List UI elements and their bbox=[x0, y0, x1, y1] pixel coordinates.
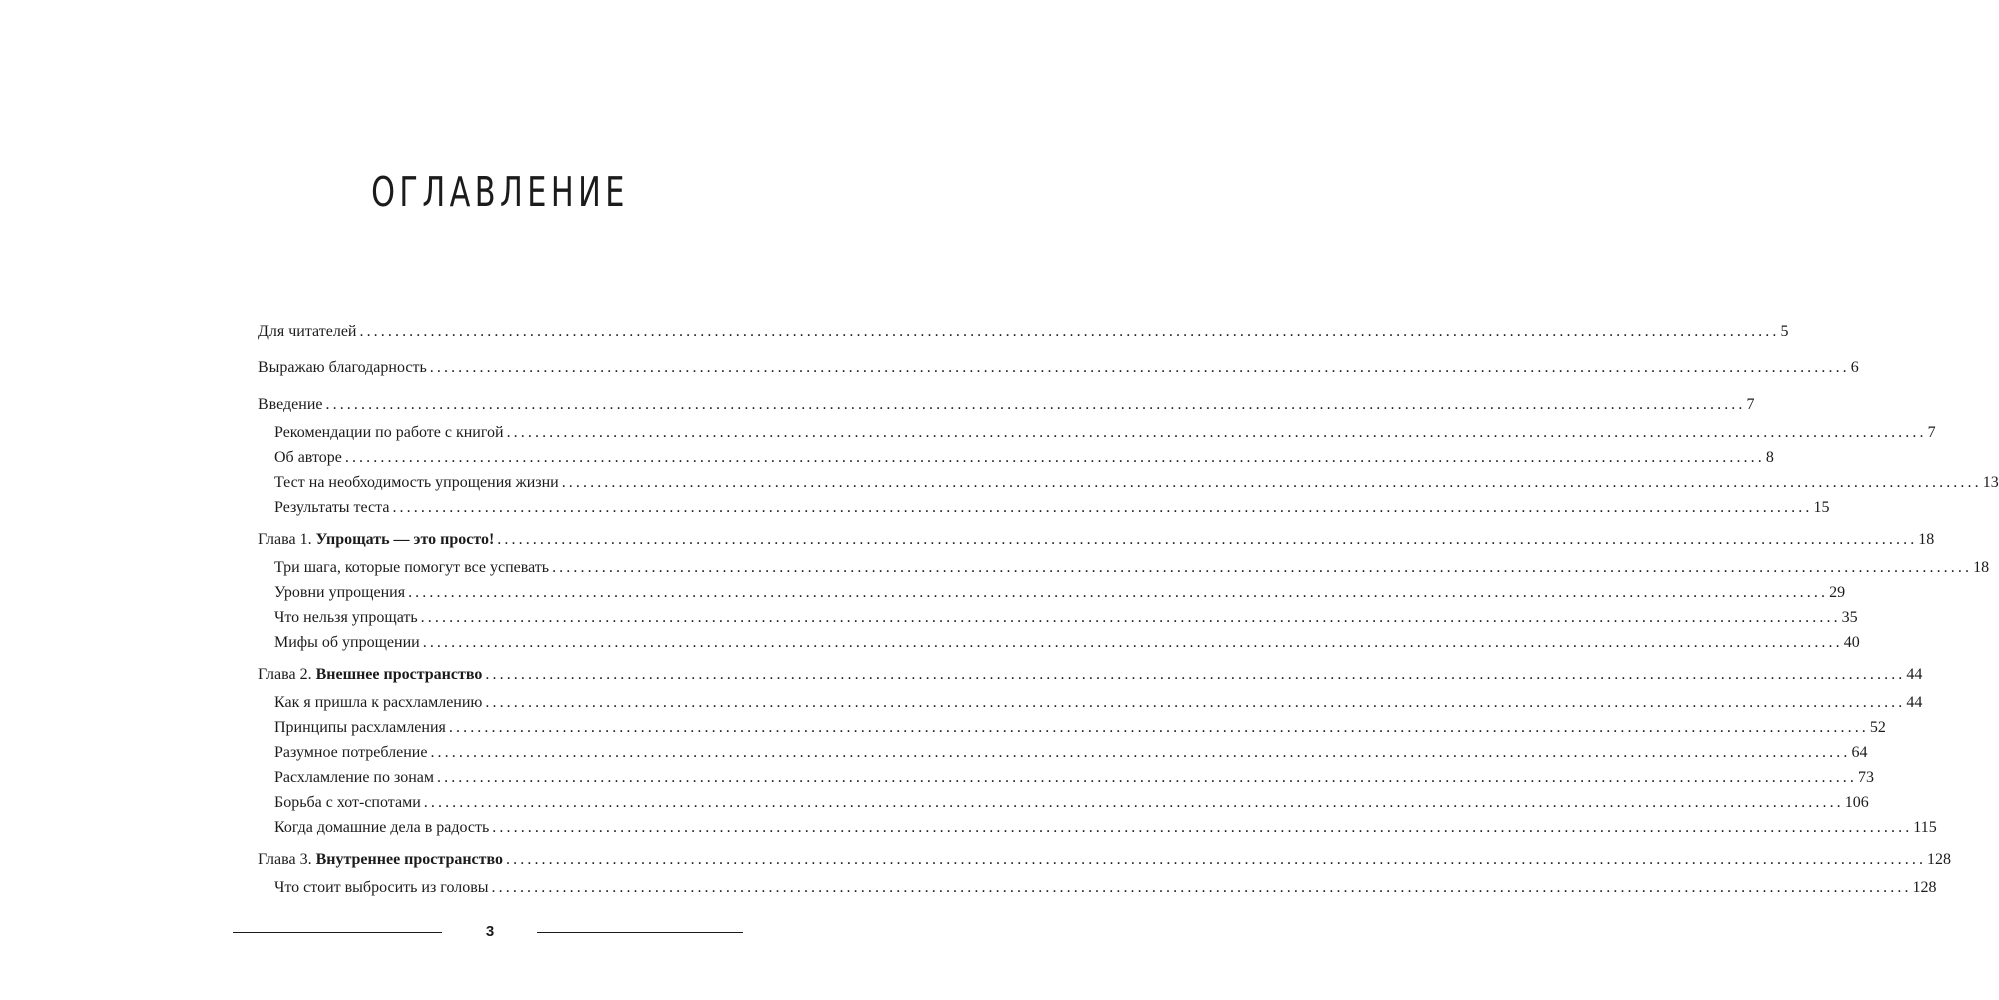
toc-subentry bbox=[274, 789, 1869, 813]
entry-title: Как я пришла к расхламлению bbox=[274, 694, 483, 711]
page-number: 3 bbox=[485, 923, 495, 940]
toc-page-number: 52 bbox=[1869, 719, 1886, 736]
toc-subentry bbox=[274, 469, 1999, 493]
toc-entry-title bbox=[274, 818, 489, 838]
toc-entry-title bbox=[258, 850, 503, 870]
toc-page-number: 15 bbox=[1813, 499, 1830, 516]
dot-leader: ........................................................................................................................................................................................................ bbox=[552, 559, 1973, 576]
toc-page-number: 64 bbox=[1851, 744, 1868, 761]
dot-leader: ........................................................................................................................................................................................................ bbox=[448, 719, 1869, 736]
entry-title: Рекомендации по работе с книгой bbox=[274, 424, 504, 441]
toc-subentry bbox=[274, 444, 1774, 468]
entry-title: Разумное потребление bbox=[274, 744, 428, 761]
toc-subentry bbox=[274, 764, 1874, 788]
entry-title: Уровни упрощения bbox=[274, 584, 406, 601]
entry-title: Что нельзя упрощать bbox=[274, 609, 418, 626]
dot-leader: ........................................................................................................................................................................................................ bbox=[423, 794, 1844, 811]
toc-subentry bbox=[274, 554, 1990, 578]
chapter-title: Внутреннее пространство bbox=[315, 851, 504, 868]
toc-page-number: 6 bbox=[1850, 359, 1859, 376]
toc-entry bbox=[258, 526, 1935, 550]
toc-entry-title bbox=[274, 473, 559, 493]
toc-entry-title bbox=[274, 768, 434, 788]
dot-leader: ........................................................................................................................................................................................................ bbox=[429, 359, 1850, 376]
dot-leader: ........................................................................................................................................................................................................ bbox=[344, 449, 1765, 466]
toc-entry-title bbox=[274, 423, 504, 443]
toc-entry-title bbox=[258, 358, 427, 378]
toc-entry-title bbox=[258, 322, 356, 342]
toc-subentry bbox=[274, 419, 1936, 443]
dot-leader: ........................................................................................................................................................................................................ bbox=[325, 396, 1746, 413]
toc-subentry bbox=[274, 714, 1886, 738]
toc-entry-title bbox=[274, 448, 342, 468]
entry-title: Введение bbox=[258, 396, 323, 413]
toc-page-number: 128 bbox=[1912, 879, 1937, 896]
toc-page-number: 73 bbox=[1858, 769, 1874, 786]
toc-page-number: 5 bbox=[1780, 323, 1789, 340]
dot-leader: ........................................................................................................................................................................................................ bbox=[437, 769, 1857, 786]
entry-title: Расхламление по зонам bbox=[274, 769, 434, 786]
toc-subentry bbox=[274, 814, 1937, 838]
dot-leader: ........................................................................................................................................................................................................ bbox=[497, 531, 1918, 548]
toc-entry-title bbox=[274, 608, 418, 628]
toc-page-number: 44 bbox=[1906, 666, 1923, 683]
toc-entry-title bbox=[258, 395, 323, 415]
dot-leader: ........................................................................................................................................................................................................ bbox=[561, 474, 1982, 491]
entry-title: Мифы об упрощении bbox=[274, 634, 420, 651]
toc-page-number: 7 bbox=[1927, 424, 1936, 441]
toc-subentry bbox=[274, 874, 1937, 898]
toc-page-number: 8 bbox=[1765, 449, 1774, 466]
toc-entry-title bbox=[274, 743, 427, 763]
toc-entry-title bbox=[274, 583, 405, 603]
toc-subentry bbox=[274, 579, 1846, 603]
chapter-label: Глава 3. bbox=[258, 851, 316, 868]
dot-leader: ........................................................................................................................................................................................................ bbox=[359, 323, 1780, 340]
dot-leader: ........................................................................................................................................................................................................ bbox=[485, 666, 1906, 683]
entry-title: Выражаю благодарность bbox=[258, 359, 427, 376]
footer-rule-right bbox=[537, 932, 743, 933]
dot-leader: ........................................................................................................................................................................................................ bbox=[506, 851, 1927, 868]
entry-title: Тест на необходимость упрощения жизни bbox=[274, 474, 559, 491]
toc-page-number: 13 bbox=[1982, 474, 1999, 491]
toc-entry-title bbox=[274, 558, 549, 578]
toc-subentry bbox=[274, 629, 1860, 653]
footer-rule-left bbox=[233, 932, 442, 933]
dot-leader: ........................................................................................................................................................................................................ bbox=[492, 819, 1913, 836]
chapter-title: Упрощать — это просто! bbox=[315, 531, 495, 548]
entry-title: Результаты теста bbox=[274, 499, 390, 516]
toc-page-number: 29 bbox=[1829, 584, 1846, 601]
toc-subentry bbox=[274, 604, 1858, 628]
chapter-label: Глава 1. bbox=[258, 531, 316, 548]
toc-page-number: 128 bbox=[1927, 851, 1952, 868]
entry-title: Три шага, которые помогут все успевать bbox=[274, 559, 550, 576]
chapter-label: Глава 2. bbox=[258, 666, 316, 683]
page-title: ОГЛАВЛЕНИЕ bbox=[371, 168, 629, 216]
toc-subentry bbox=[274, 689, 1923, 713]
dot-leader: ........................................................................................................................................................................................................ bbox=[485, 694, 1906, 711]
toc-subentry bbox=[274, 494, 1830, 518]
toc-entry-title bbox=[274, 693, 482, 713]
toc-subentry bbox=[274, 739, 1868, 763]
dot-leader: ........................................................................................................................................................................................................ bbox=[430, 744, 1851, 761]
toc-entry-title bbox=[274, 793, 421, 813]
toc-page-number: 40 bbox=[1843, 634, 1860, 651]
toc-entry-title bbox=[274, 878, 489, 898]
chapter-title: Внешнее пространство bbox=[315, 666, 483, 683]
toc-entry-title bbox=[258, 530, 494, 550]
entry-title: Для читателей bbox=[258, 323, 357, 340]
dot-leader: ........................................................................................................................................................................................................ bbox=[506, 424, 1927, 441]
toc-page-number: 7 bbox=[1746, 396, 1755, 413]
dot-leader: ........................................................................................................................................................................................................ bbox=[491, 879, 1912, 896]
toc-entry bbox=[258, 846, 1952, 870]
entry-title: Принципы расхламления bbox=[274, 719, 446, 736]
toc-entry bbox=[258, 354, 1859, 378]
entry-title: Что стоит выбросить из головы bbox=[274, 879, 489, 896]
entry-title: Об авторе bbox=[274, 449, 342, 466]
toc-page-number: 106 bbox=[1844, 794, 1869, 811]
dot-leader: ........................................................................................................................................................................................................ bbox=[392, 499, 1813, 516]
toc-page-number: 35 bbox=[1841, 609, 1858, 626]
dot-leader: ........................................................................................................................................................................................................ bbox=[408, 584, 1829, 601]
toc-entry-title bbox=[274, 718, 446, 738]
entry-title: Борьба с хот-спотами bbox=[274, 794, 421, 811]
toc-page-number: 44 bbox=[1906, 694, 1923, 711]
toc-entry bbox=[258, 391, 1755, 415]
entry-title: Когда домашние дела в радость bbox=[274, 819, 490, 836]
toc-entry-title bbox=[274, 498, 389, 518]
toc-entry bbox=[258, 661, 1923, 685]
toc-entry-title bbox=[258, 665, 482, 685]
toc-page-number: 18 bbox=[1973, 559, 1990, 576]
toc-page-number: 18 bbox=[1918, 531, 1935, 548]
toc-entry bbox=[258, 318, 1789, 342]
dot-leader: ........................................................................................................................................................................................................ bbox=[422, 634, 1843, 651]
dot-leader: ........................................................................................................................................................................................................ bbox=[420, 609, 1841, 626]
toc-page-number: 115 bbox=[1913, 819, 1937, 836]
toc-entry-title bbox=[274, 633, 420, 653]
